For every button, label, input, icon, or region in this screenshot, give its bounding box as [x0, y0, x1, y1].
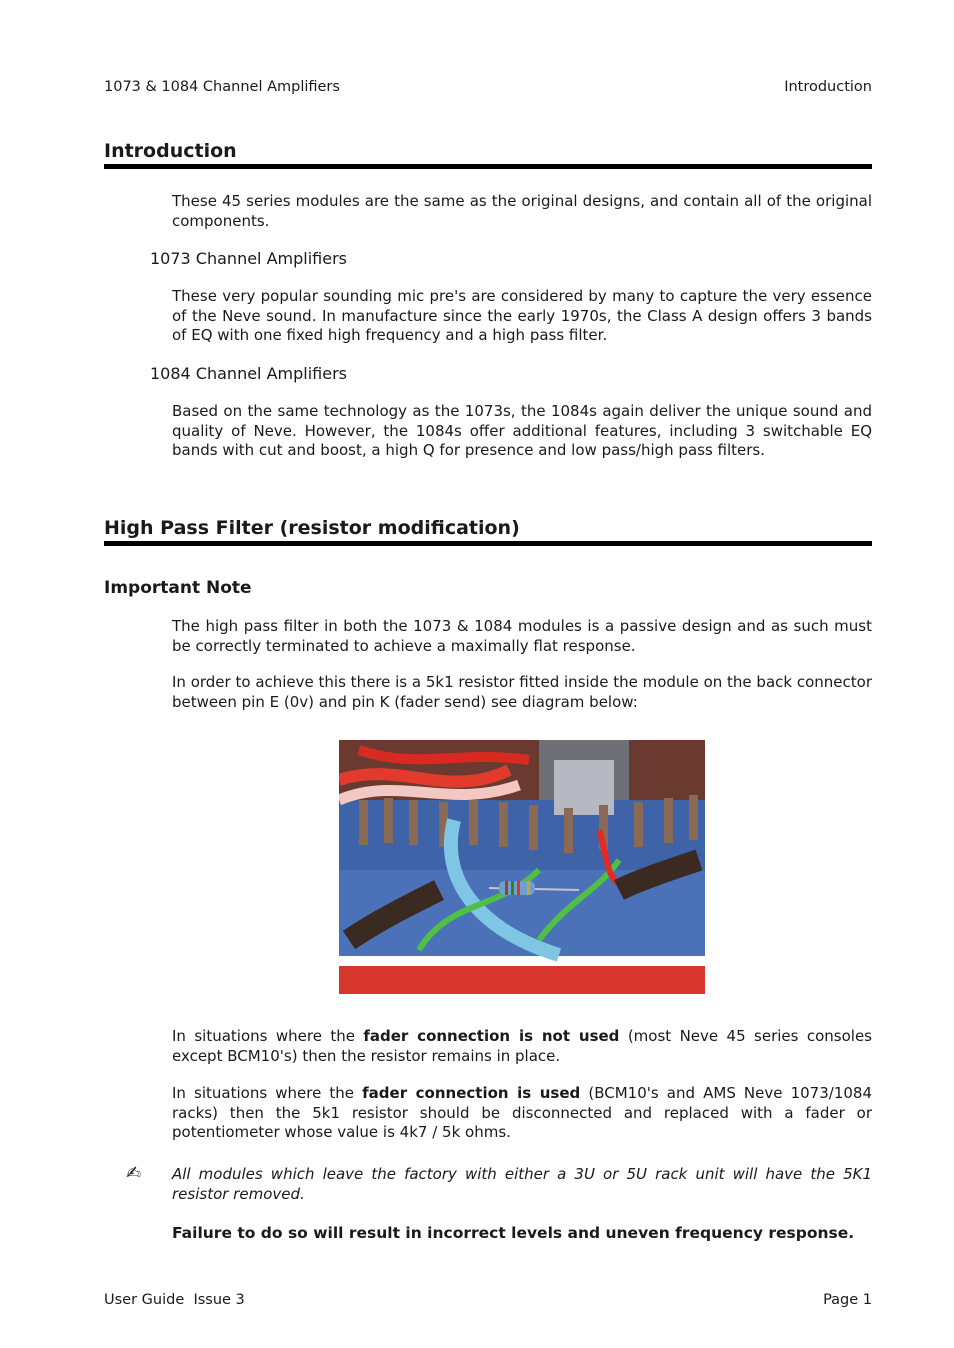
footer-page-number: Page 1 — [823, 1292, 872, 1308]
intro-lead-paragraph: These 45 series modules are the same as the original designs, and contain all of the original components. — [172, 192, 872, 230]
emphasis-fader-not-used: fader connection is not used — [363, 1027, 620, 1045]
note-rack-units: All modules which leave the factory with either a 3U or 5U rack unit will have the 5K1 resistor removed. — [172, 1165, 872, 1203]
text-fragment: (BCM10's and AMS Neve 1073/1084 racks) then the 5k1 resistor should be disconnected and replaced with a fader or potentiometer whose value is 4k7 / 5k ohms. — [172, 1084, 872, 1141]
text-fragment: (most Neve 45 series consoles except BCM10's) then the resistor remains in place. — [172, 1027, 872, 1065]
paragraph-fader-used — [172, 1084, 872, 1143]
paragraph-1073: These very popular sounding mic pre's are considered by many to capture the very essence of the Neve sound. In manufacture since the early 1970s, the Class A design offers 3 bands of EQ with one fixed high frequency and a high pass filter. — [172, 287, 872, 344]
text-fragment: In situations where the — [172, 1084, 363, 1102]
running-header-section: Introduction — [784, 79, 872, 95]
paragraph-passive-design: The high pass filter in both the 1073 & 1084 modules is a passive design and as such must be correctly terminated to achieve a maximally flat response. — [172, 617, 872, 655]
warning-statement: Failure to do so will result in incorrect levels and uneven frequency response. — [172, 1224, 855, 1242]
running-header-title: 1073 & 1084 Channel Amplifiers — [104, 79, 340, 95]
section-heading-introduction: Introduction — [104, 140, 872, 169]
writing-hand-icon: ✍ — [126, 1163, 142, 1184]
paragraph-resistor-location: In order to achieve this there is a 5k1 resistor fitted inside the module on the back connector between pin E (0v) and pin K (fader send) see diagram below: — [172, 673, 872, 711]
text-fragment: In situations where the — [172, 1027, 364, 1045]
paragraph-fader-not-used — [172, 1027, 872, 1066]
section-heading-high-pass-filter: High Pass Filter (resistor modification) — [104, 517, 872, 546]
connector-resistor-photo — [339, 740, 705, 994]
emphasis-fader-used: fader connection is used — [362, 1084, 581, 1102]
footer-document-issue: User Guide Issue 3 — [104, 1292, 245, 1308]
subheading-1073: 1073 Channel Amplifiers — [150, 249, 347, 268]
subheading-important-note: Important Note — [104, 578, 252, 598]
subheading-1084: 1084 Channel Amplifiers — [150, 364, 347, 383]
paragraph-1084: Based on the same technology as the 1073s, the 1084s again deliver the unique sound and quality of Neve. However, the 1084s offer additional features, including 3 switchable EQ bands with cut and boost, a high Q for presence and low pass/high pass filters. — [172, 402, 872, 459]
